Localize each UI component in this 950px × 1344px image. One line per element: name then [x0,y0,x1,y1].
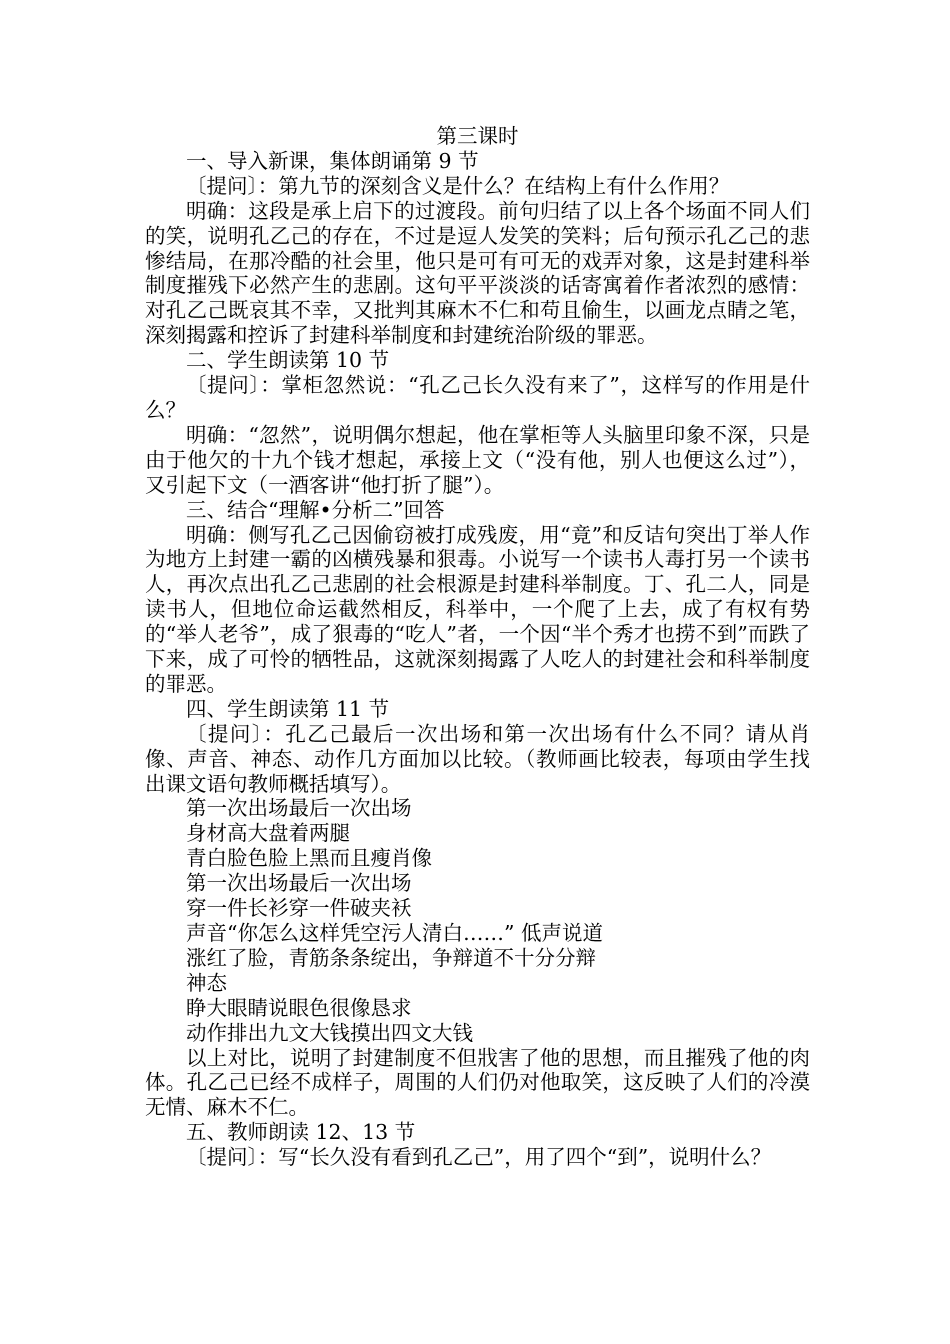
comparison-table-line: 身材高大盘着两腿 [186,821,350,846]
comparison-table-line: 第一次出场最后一次出场 [186,796,412,821]
body-paragraph: 三、结合“理解•分析二”回答 [186,497,445,522]
body-paragraph: 一、导入新课，集体朗诵第 9 节 [186,148,479,173]
document-body [145,149,810,1170]
comparison-table-line: 穿一件长衫穿一件破夹袄 [186,896,412,921]
body-paragraph: 明确：“忽然”，说明偶尔想起，他在掌柜等人头脑里印象不深，只是由于他欠的十九个钱才想起，承接上文（“没有他，别人也便这么过”），又引起下文（一酒客讲“他打折了腿”）。 [145,422,810,497]
body-paragraph: 明确：这段是承上启下的过渡段。前句归结了以上各个场面不同人们的笑，说明孔乙己的存在，不过是逗人发笑的笑料；后句预示孔乙己的悲惨结局，在那冷酷的社会里，他只是可有可无的戏弄对象，这是封建科举制度摧残下必然产生的悲剧。这句平平淡淡的话寄寓着作者浓烈的感情：对孔乙己既哀其不幸，又批判其麻木不仁和苟且偷生，以画龙点睛之笔，深刻揭露和控诉了封建科举制度和封建统治阶级的罪恶。 [145,198,810,348]
comparison-table-line: 青白脸色脸上黑而且瘦肖像 [186,846,432,871]
comparison-table-line: 涨红了脸，青筋条条绽出，争辩道不十分分辩 [186,945,596,970]
body-paragraph: 〔提问〕：写“长久没有看到孔乙己”，用了四个“到”，说明什么？ [186,1145,772,1170]
comparison-table-line: 声音“你怎么这样凭空污人清白……” 低声说道 [186,921,603,945]
body-paragraph: 〔提问〕：第九节的深刻含义是什么？在结构上有什么作用？ [186,173,730,198]
comparison-table-line: 神态 [186,970,227,995]
document-page [145,124,810,1170]
body-paragraph: 四、学生朗读第 11 节 [186,696,390,721]
body-paragraph: 以上对比，说明了封建制度不但戕害了他的思想，而且摧残了他的肉体。孔乙己已经不成样子，周围的人们仍对他取笑，这反映了人们的冷漠无情、麻木不仁。 [145,1045,810,1120]
body-paragraph: 五、教师朗读 12、13 节 [186,1120,416,1145]
body-paragraph: 〔提问〕：孔乙己最后一次出场和第一次出场有什么不同？请从肖像、声音、神态、动作几方面加以比较。（教师画比较表，每项由学生找出课文语句教师概括填写）。 [145,721,810,796]
comparison-table-line: 睁大眼睛说眼色很像恳求 [186,995,412,1020]
comparison-table-line: 动作排出九文大钱摸出四文大钱 [186,1020,473,1045]
body-paragraph: 二、学生朗读第 10 节 [186,348,390,373]
comparison-table-line: 第一次出场最后一次出场 [186,871,412,896]
body-paragraph: 明确：侧写孔乙己因偷窃被打成残废，用“竟”和反诘句突出丁举人作为地方上封建一霸的凶横残暴和狠毒。小说写一个读书人毒打另一个读书人，再次点出孔乙己悲剧的社会根源是封建科举制度。丁、孔二人，同是读书人，但地位命运截然相反，科举中，一个爬了上去，成了有权有势的“举人老爷”，成了狠毒的“吃人”者，一个因“半个秀才也捞不到”而跌了下来，成了可怜的牺牲品，这就深刻揭露了人吃人的封建社会和科举制度的罪恶。 [145,522,810,696]
lesson-title: 第三课时 [436,124,519,148]
body-paragraph: 〔提问〕：掌柜忽然说：“孔乙己长久没有来了”，这样写的作用是什么？ [145,373,810,422]
